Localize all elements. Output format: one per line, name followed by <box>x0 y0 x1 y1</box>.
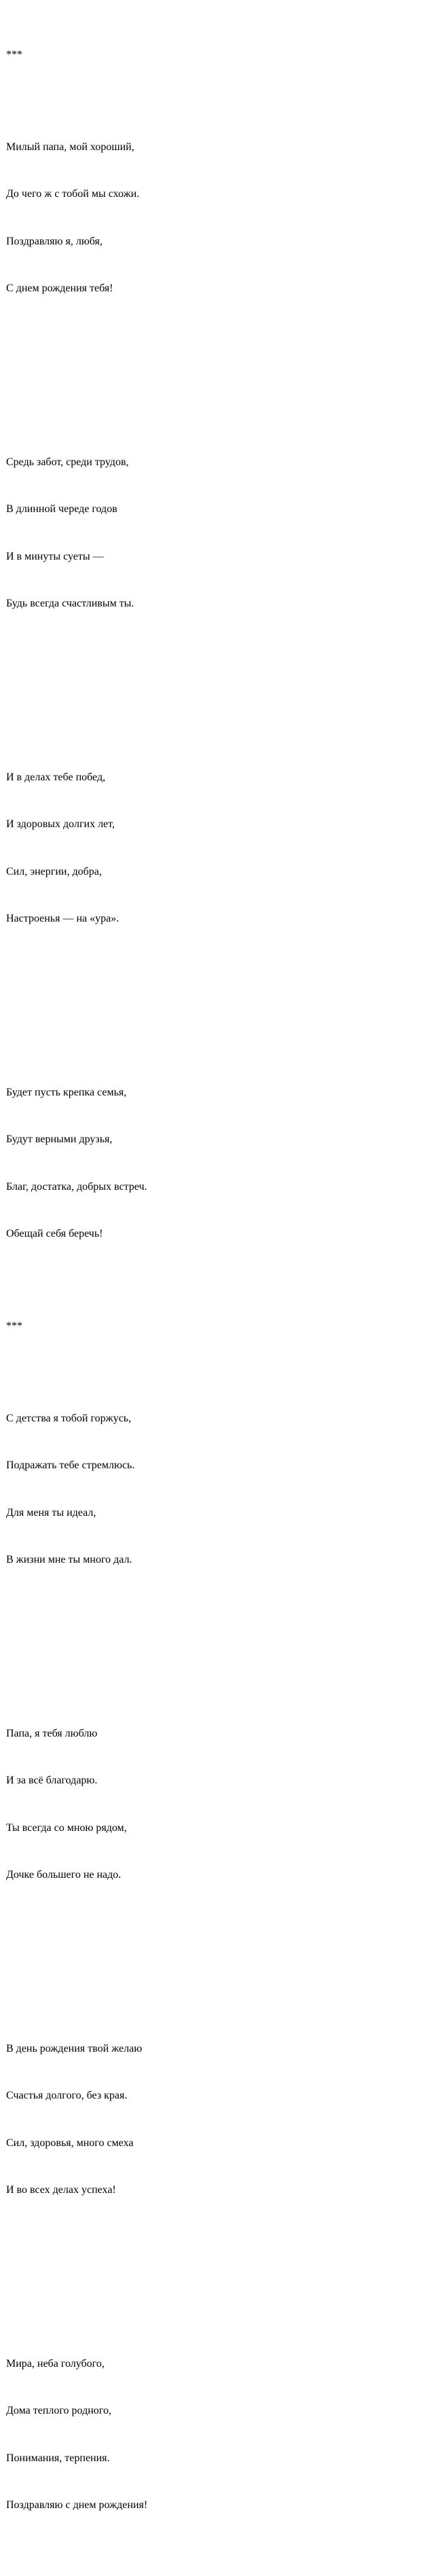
verse-line: Ты всегда со мною рядом, <box>6 1821 127 1834</box>
verse-line: И здоровых долгих лет, <box>6 818 115 831</box>
stanza <box>6 738 414 958</box>
stanza-gap <box>6 674 414 690</box>
verse-line: Дочке большего не надо. <box>6 1869 122 1881</box>
verse-line: Будут верными друзья, <box>6 1133 113 1146</box>
stanza <box>6 1694 414 1915</box>
stanza-gap <box>6 2261 414 2276</box>
verse-line: Обещай себя беречь! <box>6 1228 103 1240</box>
poem-document <box>6 2 414 2576</box>
stanza <box>6 422 414 643</box>
verse-line: Поздравляю я, любя, <box>6 235 103 247</box>
verse-line: Сил, здоровья, много смеха <box>6 2137 134 2149</box>
verse-line: Будет пусть крепка семья, <box>6 1086 127 1098</box>
stanza-gap <box>6 1946 414 1961</box>
stanza <box>6 1053 414 1273</box>
verse-line: И в минуты суеты — <box>6 550 104 562</box>
verse-line: Папа, я тебя люблю <box>6 1727 98 1739</box>
verse-line: В день рождения твой желаю <box>6 2042 143 2054</box>
verse-line: Настроенья — на «ура». <box>6 913 120 925</box>
verse-line: Подражать тебе стремлюсь. <box>6 1459 135 1472</box>
stanza-gap <box>6 359 414 375</box>
stanza <box>6 2009 414 2230</box>
poem-separator: *** <box>6 48 22 60</box>
stanza-gap <box>6 990 414 1005</box>
verse-line: Средь забот, среди трудов, <box>6 456 129 468</box>
verse-line: Для меня ты идеал, <box>6 1506 96 1519</box>
verse-line: Дома теплого родного, <box>6 2405 111 2417</box>
verse-line: Будь всегда счастливым ты. <box>6 598 134 610</box>
verse-line: Сил, энергии, добра, <box>6 865 102 877</box>
stanza <box>6 107 414 328</box>
poem-separator: *** <box>6 1320 22 1332</box>
verse-line: И за всё благодарю. <box>6 1775 98 1787</box>
stanza <box>6 1379 414 1599</box>
verse-line: До чего ж с тобой мы схожи. <box>6 188 140 200</box>
verse-line: С детства я тобой горжусь, <box>6 1412 132 1424</box>
verse-line: Понимания, терпения. <box>6 2452 110 2464</box>
verse-line: В жизни мне ты много дал. <box>6 1554 132 1566</box>
verse-line: С днем рождения тебя! <box>6 283 113 295</box>
verse-line: И во всех делах успеха! <box>6 2184 116 2196</box>
stanza-gap <box>6 1631 414 1646</box>
verse-line: Мира, неба голубого, <box>6 2357 105 2370</box>
verse-line: Благ, достатка, добрых встреч. <box>6 1180 147 1193</box>
verse-line: В длинной череде годов <box>6 503 117 515</box>
verse-line: Милый папа, мой хороший, <box>6 141 134 153</box>
verse-line: Счастья долгого, без края. <box>6 2090 128 2102</box>
verse-line: И в делах тебе побед, <box>6 771 106 783</box>
stanza <box>6 2324 414 2545</box>
verse-line: Поздравляю с днем рождения! <box>6 2499 148 2511</box>
